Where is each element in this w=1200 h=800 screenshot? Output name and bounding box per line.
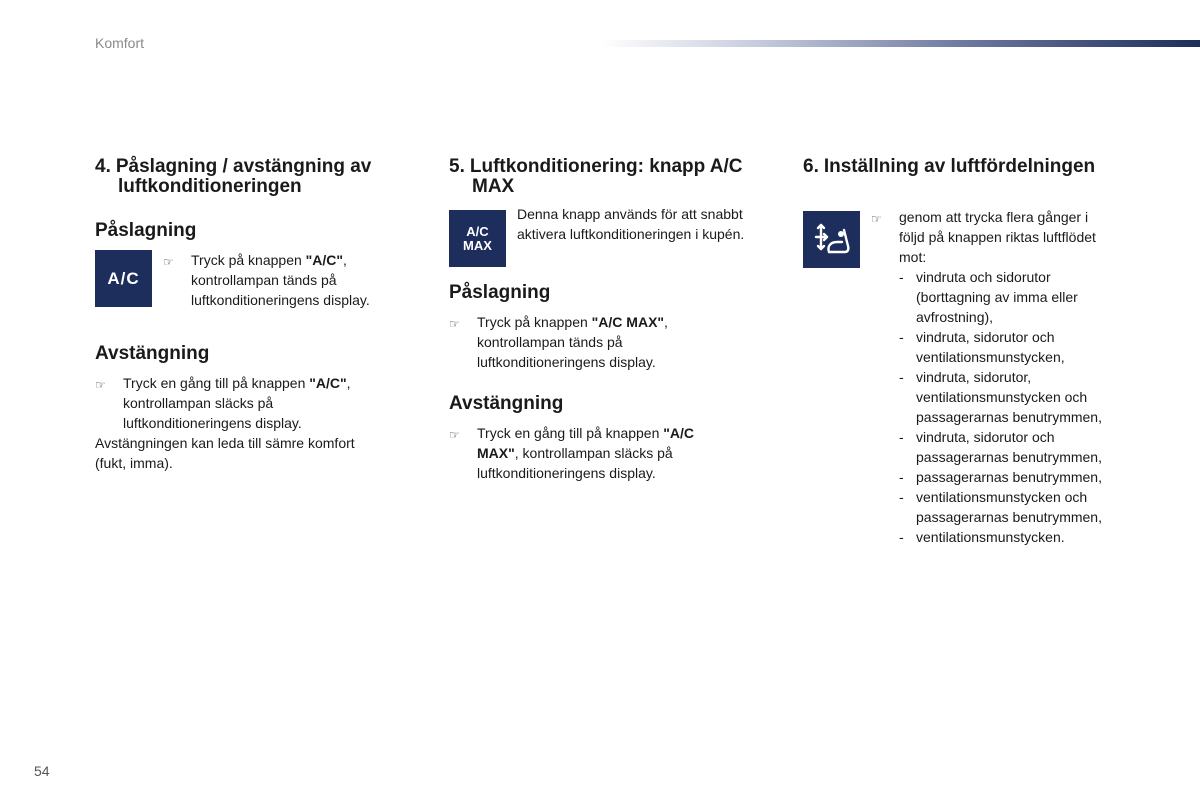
list-dash: - <box>899 429 904 445</box>
list-item-text: ventilationsmunstycken. <box>916 529 1065 545</box>
list-item <box>899 527 1102 547</box>
section-title: 5. Luftkonditionering: knapp A/C MAX <box>449 156 743 197</box>
ac-button-icon: A/C <box>95 250 152 307</box>
list-dash: - <box>899 369 904 385</box>
list-dash: - <box>899 329 904 345</box>
pointer-icon: ☞ <box>95 378 106 392</box>
list-item-text: passagerarnas benutrymmen, <box>916 469 1102 485</box>
note-text: Avstängningen kan leda till sämre komfort (fukt, imma). <box>95 435 355 471</box>
ac-max-button-icon: A/C MAX <box>449 210 506 267</box>
subheading-off: Avstängning <box>95 343 210 364</box>
list-item <box>899 487 1102 527</box>
list-item <box>899 467 1102 487</box>
list-item-text: vindruta, sidorutor, ventilationsmunstycken och passagerarnas benutrymmen, <box>916 369 1102 425</box>
page-number: 54 <box>34 763 50 779</box>
subheading-off: Avstängning <box>449 393 564 414</box>
list-item-text: vindruta och sidorutor (borttagning av imma eller avfrostning), <box>916 269 1078 325</box>
pointer-icon: ☞ <box>871 212 882 226</box>
distribution-list <box>871 267 1102 547</box>
list-dash: - <box>899 529 904 545</box>
pointer-icon: ☞ <box>449 428 460 442</box>
list-item-text: vindruta, sidorutor och ventilationsmunstycken, <box>916 329 1065 365</box>
header-gradient-bar <box>600 40 1200 47</box>
subheading-on: Påslagning <box>449 282 551 303</box>
list-item <box>899 267 1102 327</box>
list-dash: - <box>899 469 904 485</box>
section-header: Komfort <box>95 35 145 51</box>
pointer-icon: ☞ <box>449 317 460 331</box>
list-item-text: ventilationsmunstycken och passagerarnas benutrymmen, <box>916 489 1102 525</box>
intro-text: Denna knapp används för att snabbt aktivera luftkonditioneringen i kupén. <box>517 206 745 242</box>
intro-text: genom att trycka flera gånger i följd på knappen riktas luftflödet mot: <box>899 209 1096 265</box>
list-dash: - <box>899 489 904 505</box>
section-ac-on-off: 4. Påslagning / avstängning av luftkonditioneringen Påslagning A/C ☞ Tryck på knappen "A/C", kontrollampan tänds på luftkonditioneringens display. Avstängning ☞ Tryck en gång till på knappen "A/C", kontrollampan släcks på luftkonditioneringens display. Avstängningen kan leda till sämre komfort (fukt, imma). <box>95 157 425 473</box>
pointer-icon: ☞ <box>163 255 174 269</box>
subheading-on: Påslagning <box>95 220 197 241</box>
list-item <box>899 367 1102 427</box>
section-title: 4. Påslagning / avstängning av luftkonditioneringen <box>95 156 372 197</box>
list-item <box>899 327 1102 367</box>
list-item <box>899 427 1102 467</box>
section-air-distribution <box>803 157 1133 547</box>
section-ac-max: 5. Luftkonditionering: knapp A/C MAX A/C MAX Denna knapp används för att snabbt aktivera luftkonditioneringen i kupén. Påslagning ☞ Tryck på knappen "A/C MAX", kontrollampan tänds på luftkonditioneringens display. Avstängning ☞ Tryck en gång till på knappen "A/C MAX", kontrollampan släcks på luftkonditioneringens display. <box>449 157 779 483</box>
section-title: 6. Inställning av luftfördelningen <box>803 156 1096 177</box>
list-item-text: vindruta, sidorutor och passagerarnas benutrymmen, <box>916 429 1102 465</box>
air-distribution-icon <box>803 211 860 268</box>
list-dash: - <box>899 269 904 285</box>
